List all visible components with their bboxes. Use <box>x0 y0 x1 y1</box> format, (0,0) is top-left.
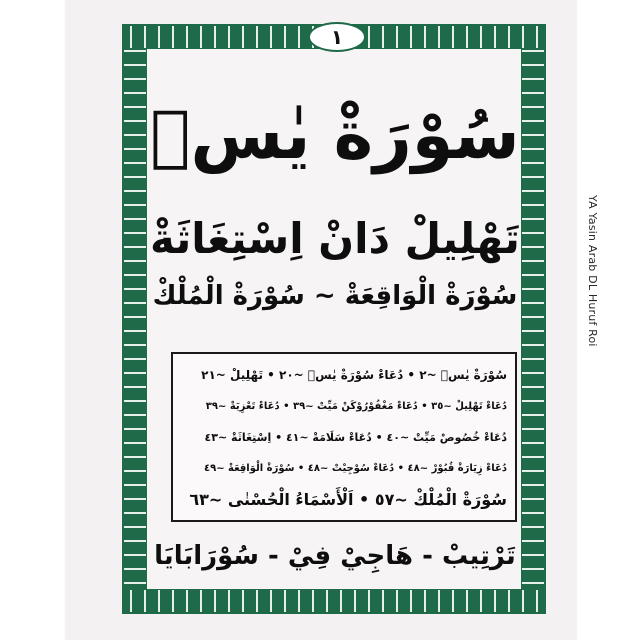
page-subtitle: تَهْلِيلْ دَانْ اِسْتِغَاثَةْ <box>150 214 520 263</box>
page-number-badge: ١ <box>308 22 366 52</box>
border-band-bottom <box>124 590 544 612</box>
page-subtitle-secondary: سُوْرَةْ الْوَاقِعَةْ ~ سُوْرَةْ الْمُلْكْ <box>152 281 518 311</box>
border-band-right <box>522 48 544 590</box>
table-of-contents <box>171 352 517 522</box>
contents-row: سُوْرَةْ يٰسۤ ~٢ • دُعَاءْ سُوْرَةْ يٰسۤ ~٢٠ • تَهْلِيلْ ~٢١ <box>201 368 507 382</box>
spine-text: YA Yasin Arab DL Huruf Roi <box>586 195 599 347</box>
page-title: سُوْرَةْ يٰسۤ <box>150 96 520 174</box>
contents-row: دُعَاءْ زِيَارَةْ قُبُوْرْ ~٤٨ • دُعَاءْ سُوْجِيْتْ ~٤٨ • سُوْرَةْ الْوَاقِعَةْ ~٤٩ <box>203 463 507 474</box>
contents-row: دُعَاءْ تَهْلِيلْ ~٣٥ • دُعَاءْ مَغْفُوْرُوْكَنْ مَيِّتْ ~٣٩ • دُعَاءْ تَعْزِيَةْ ~٣٩ <box>205 401 507 412</box>
border-band-left <box>124 48 146 590</box>
contents-row: سُوْرَةْ الْمُلْكْ ~٥٧ • اَلْأَسْمَاءُ الْحُسْنٰى ~٦٣ <box>189 490 507 509</box>
publisher-footer: تَرْتِيبْ - هَاجِيْ فِيْ - سُوْرَابَايَا <box>154 541 516 571</box>
contents-row: دُعَاءْ خُصُوصْ مَيِّتْ ~٤٠ • دُعَاءْ سَلَامَةْ ~٤١ • اِسْتِغَاثَةْ ~٤٣ <box>204 431 507 444</box>
